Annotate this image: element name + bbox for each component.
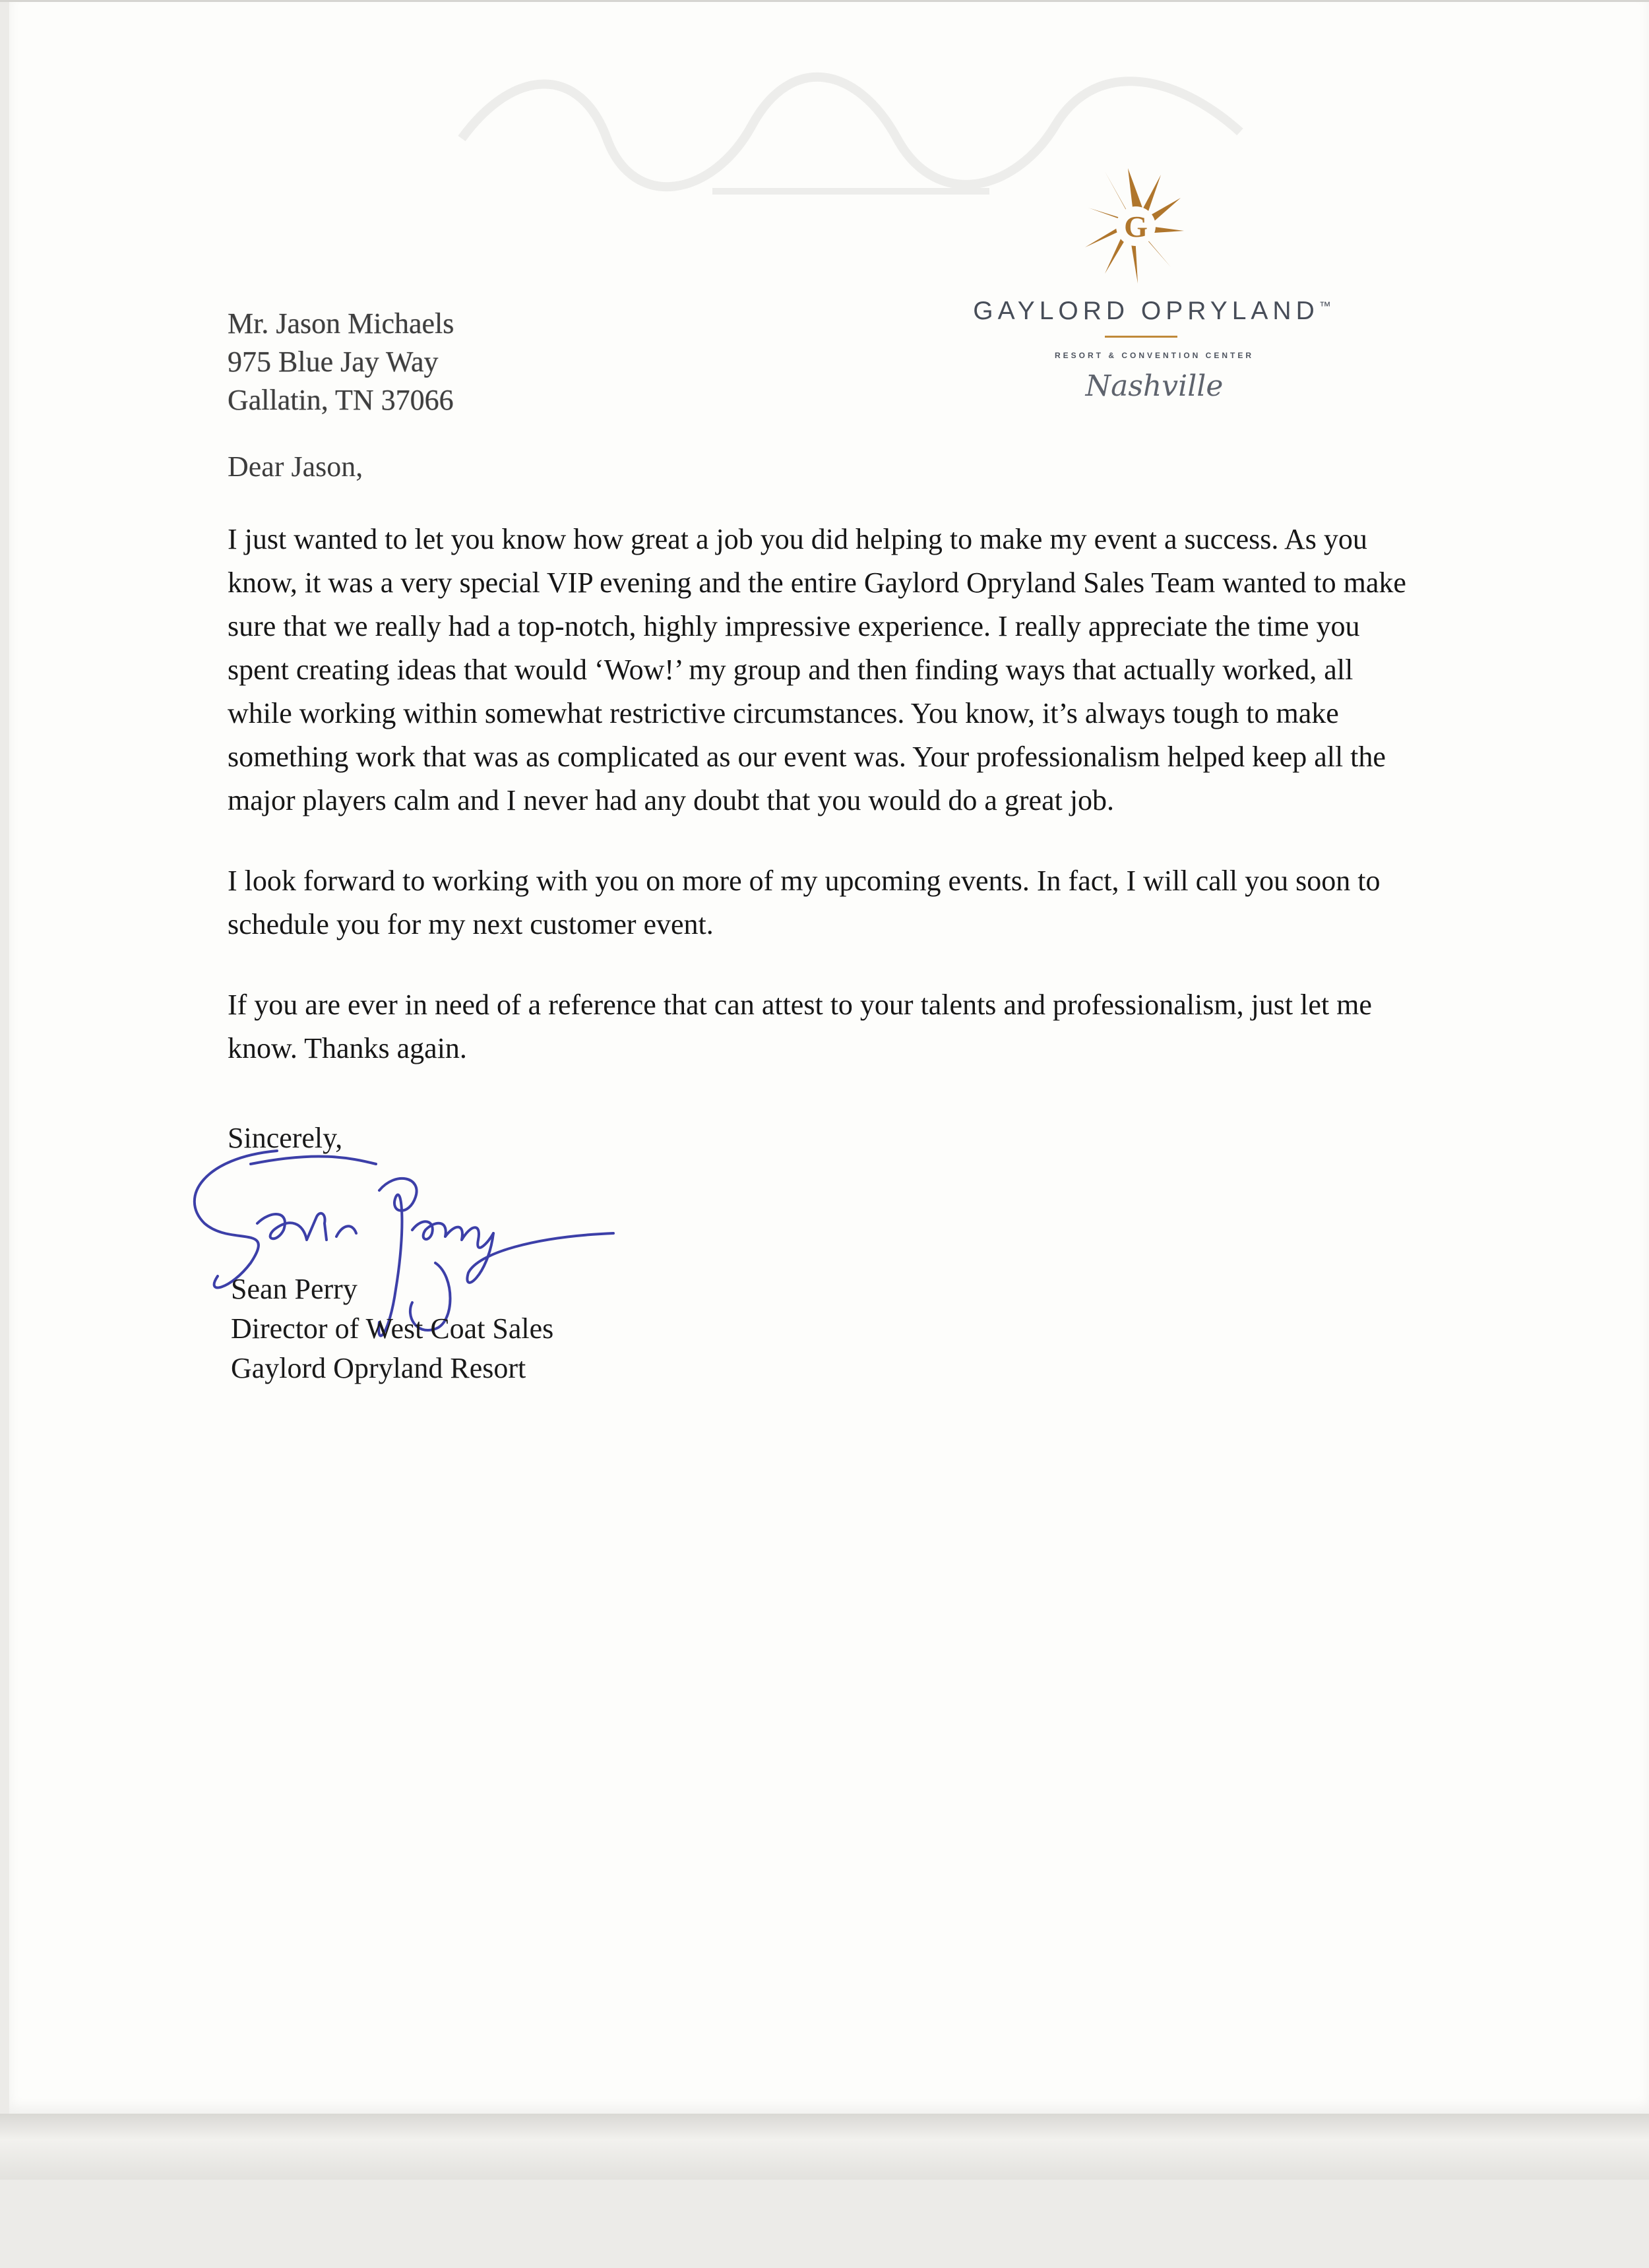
page-bottom-fold xyxy=(0,2114,1649,2180)
letterhead-logo xyxy=(943,162,1365,425)
body-paragraph-1: I just wanted to let you know how great a job you did helping to make my event a success. As you know, it was a very special VIP evening and the entire Gaylord Opryland Sales Team wanted to make sure that we really had a top-notch, highly impressive experience. I really appreciate the time you spent creating ideas that would ‘Wow!’ my group and then finding ways that actually worked, all while working within somewhat restrictive circumstances. You know, it’s always tough to make something work that was as complicated as our event was. Your professionalism helped keep all the major players calm and I never had any doubt that you would do a great job. xyxy=(228,523,1406,816)
signer-block xyxy=(231,1270,553,1388)
body-paragraph-2: I look forward to working with you on more of my upcoming events. In fact, I will call you soon to schedule you for my next customer event. xyxy=(228,865,1381,940)
recipient-city: Gallatin, TN 37066 xyxy=(228,384,454,416)
signer-title: Director of West Coat Sales xyxy=(231,1312,554,1345)
svg-text:G: G xyxy=(1124,210,1148,243)
brand-name: GAYLORD OPRYLAND™ xyxy=(973,297,1336,325)
page-top-edge xyxy=(0,0,1649,2)
signer-company: Gaylord Opryland Resort xyxy=(231,1352,526,1384)
recipient-address xyxy=(228,305,454,419)
brand-city: Nashville xyxy=(1085,369,1224,403)
brand-subtitle: RESORT & CONVENTION CENTER xyxy=(1054,351,1254,360)
recipient-name: Mr. Jason Michaels xyxy=(228,307,454,340)
body-paragraph-3: If you are ever in need of a reference that can attest to your talents and professionalism, just let me know. Thanks again. xyxy=(228,989,1372,1064)
gaylord-sun-g-logo-icon xyxy=(1082,162,1187,287)
signer-name: Sean Perry xyxy=(231,1273,358,1305)
closing: Sincerely, xyxy=(228,1122,343,1154)
letter-body xyxy=(228,518,1425,1107)
brand-divider xyxy=(1105,336,1177,338)
recipient-street: 975 Blue Jay Way xyxy=(228,346,439,378)
salutation: Dear Jason, xyxy=(228,450,363,483)
